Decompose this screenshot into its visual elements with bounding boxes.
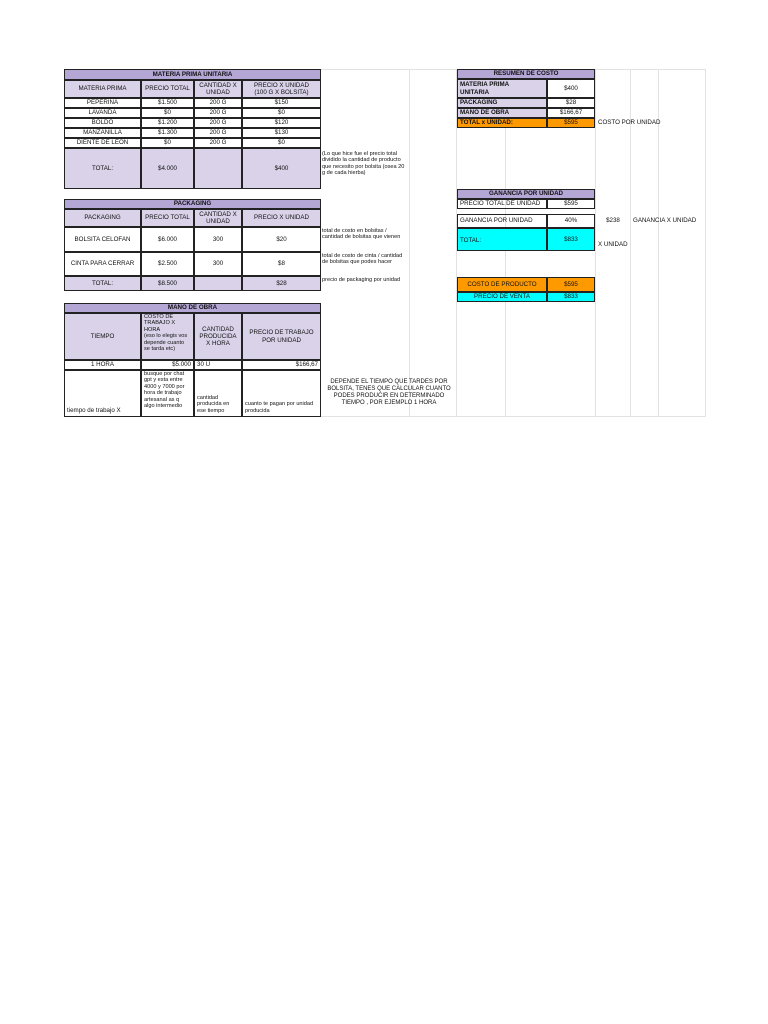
pk-total-note: precio de packaging por unidad [322, 277, 401, 283]
resumen-title: RESUMEN DE COSTO [457, 69, 595, 79]
mp-row-name: BOLDO [64, 118, 141, 128]
mano-obra-title: MANO DE OBRA [64, 303, 321, 313]
pk-row-unit: $8 [242, 252, 321, 276]
mp-total-qty-empty [194, 148, 242, 189]
mo-note-tiempo: tiempo de trabajo X [64, 370, 141, 417]
mp-note: (Lo que hice fue el precio total dividido la cantidad de producto que necesito por bolsita (osea 20 g de cada hierba) [322, 151, 405, 177]
mo-header-tiempo: TIEMPO [64, 313, 141, 360]
mp-row-price: $0 [141, 108, 194, 118]
mp-row-qty: 200 G [194, 118, 242, 128]
resumen-label-mano-obra: MANO DE OBRA [457, 108, 547, 118]
materia-prima-title: MATERIA PRIMA UNITARIA [64, 69, 321, 80]
resumen-label-packaging: PACKAGING [457, 98, 547, 108]
pk-total-qty-empty [194, 276, 242, 291]
mp-row-price: $0 [141, 138, 194, 148]
mo-row-tiempo: 1 HORA [64, 360, 141, 370]
mo-note-costo: busque por chat gpt y esta entre 4000 y 7000 por hora de trabajo artesanal as q algo intermedio [141, 370, 194, 417]
resumen-total-label: TOTAL x UNIDAD: [457, 118, 547, 128]
mo-header-cantidad: CANTIDAD PRODUCIDA X HORA [194, 313, 242, 360]
resumen-value-mano-obra: $166,67 [547, 108, 595, 118]
pk-total-unit: $28 [242, 276, 321, 291]
mo-row-costo: $5.000 [141, 360, 194, 370]
ganancia-pct: 40% [547, 214, 595, 228]
pk-header-packaging: PACKAGING [64, 209, 141, 227]
mp-row-qty: 200 G [194, 128, 242, 138]
resumen-value-materia: $400 [547, 79, 595, 98]
mo-note-cantidad: cantidad producida en ese tiempo [194, 370, 242, 417]
mo-row-cantidad: 30 U [194, 360, 242, 370]
pk-total-label: TOTAL: [64, 276, 141, 291]
pk-header-precio-unidad: PRECIO X UNIDAD [242, 209, 321, 227]
mp-total-price: $4.000 [141, 148, 194, 189]
costo-producto-label: COSTO DE PRODUCTO [457, 277, 547, 292]
pk-row-name: CINTA PARA CERRAR [64, 252, 141, 276]
mp-row-qty: 200 G [194, 98, 242, 108]
mp-row-unit: $0 [242, 138, 321, 148]
ganancia-precio-label: PRECIO TOTAL DE UNIDAD [457, 199, 547, 209]
mp-row-unit: $150 [242, 98, 321, 108]
pk-row-price: $6.000 [141, 227, 194, 252]
pk-total-price: $8.500 [141, 276, 194, 291]
pk-row-unit: $20 [242, 227, 321, 252]
pk-header-precio-total: PRECIO TOTAL [141, 209, 194, 227]
pk-row-qty: 300 [194, 252, 242, 276]
gridline [705, 69, 706, 416]
mp-row-qty: 200 G [194, 138, 242, 148]
resumen-total-value: $595 [547, 118, 595, 128]
precio-venta-label: PRECIO DE VENTA [457, 292, 547, 302]
mp-header-cantidad: CANTIDAD X UNIDAD [194, 80, 242, 98]
mp-total-unit: $400 [242, 148, 321, 189]
mp-row-name: LAVANDA [64, 108, 141, 118]
mp-row-unit: $0 [242, 108, 321, 118]
pk-row-note: total de costo de cinta / cantidad de bolsitas que podes hacer [322, 253, 403, 266]
resumen-total-note: COSTO POR UNIDAD [598, 119, 661, 127]
pk-row-qty: 300 [194, 227, 242, 252]
ganancia-precio-value: $595 [547, 199, 595, 209]
mp-header-materia: MATERIA PRIMA [64, 80, 141, 98]
pk-row-price: $2.500 [141, 252, 194, 276]
pk-row-name: BOLSITA CELOFAN [64, 227, 141, 252]
ganancia-total-label: TOTAL: [457, 228, 547, 251]
ganancia-value: $238 [606, 217, 620, 225]
resumen-value-packaging: $28 [547, 98, 595, 108]
gridline [409, 69, 410, 416]
mp-row-price: $1.300 [141, 128, 194, 138]
mo-header-costo-hora: COSTO DE TRABAJO X HORA (eso lo elegis vos depende cuanto se tarda etc) [141, 313, 194, 360]
packaging-title: PACKAGING [64, 199, 321, 209]
mp-row-qty: 200 G [194, 108, 242, 118]
mp-row-price: $1.500 [141, 98, 194, 108]
mo-side-note: DEPENDE EL TIEMPO QUE TARDES POR BOLSITA, TENES QUE CALCULAR CUANTO PODES PRODUCIR EN DETERMINADO TIEMPO , POR EJEMPLO 1 HORA [327, 379, 451, 406]
mp-total-label: TOTAL: [64, 148, 141, 189]
costo-producto-value: $595 [547, 277, 595, 292]
mp-row-unit: $120 [242, 118, 321, 128]
mo-row-precio: $166,67 [242, 360, 321, 370]
ganancia-total-value: $833 [547, 228, 595, 251]
pk-row-note: total de costo en bolsitas / cantidad de bolsitas que vienen [322, 228, 401, 241]
resumen-label-materia: MATERIA PRIMA UNITARIA [457, 79, 547, 98]
ganancia-label: GANANCIA POR UNIDAD [457, 214, 547, 228]
mp-row-price: $1.200 [141, 118, 194, 128]
mp-row-name: PEPERINA [64, 98, 141, 108]
precio-venta-value: $833 [547, 292, 595, 302]
mp-row-name: MANZANILLA [64, 128, 141, 138]
mp-header-precio-total: PRECIO TOTAL [141, 80, 194, 98]
mo-header-precio-unidad: PRECIO DE TRABAJO POR UNIDAD [242, 313, 321, 360]
mp-header-precio-unidad: PRECIO X UNIDAD (100 G X BOLSITA) [242, 80, 321, 98]
ganancia-note: GANANCIA X UNIDAD [633, 217, 697, 225]
mp-row-name: DIENTE DE LEON [64, 138, 141, 148]
pk-header-cantidad: CANTIDAD X UNIDAD [194, 209, 242, 227]
mo-note-precio: cuanto te pagan por unidad producida [242, 370, 321, 417]
ganancia-total-note: X UNIDAD [598, 241, 628, 249]
ganancia-title: GANANCIA POR UNIDAD [457, 189, 595, 199]
mp-row-unit: $130 [242, 128, 321, 138]
